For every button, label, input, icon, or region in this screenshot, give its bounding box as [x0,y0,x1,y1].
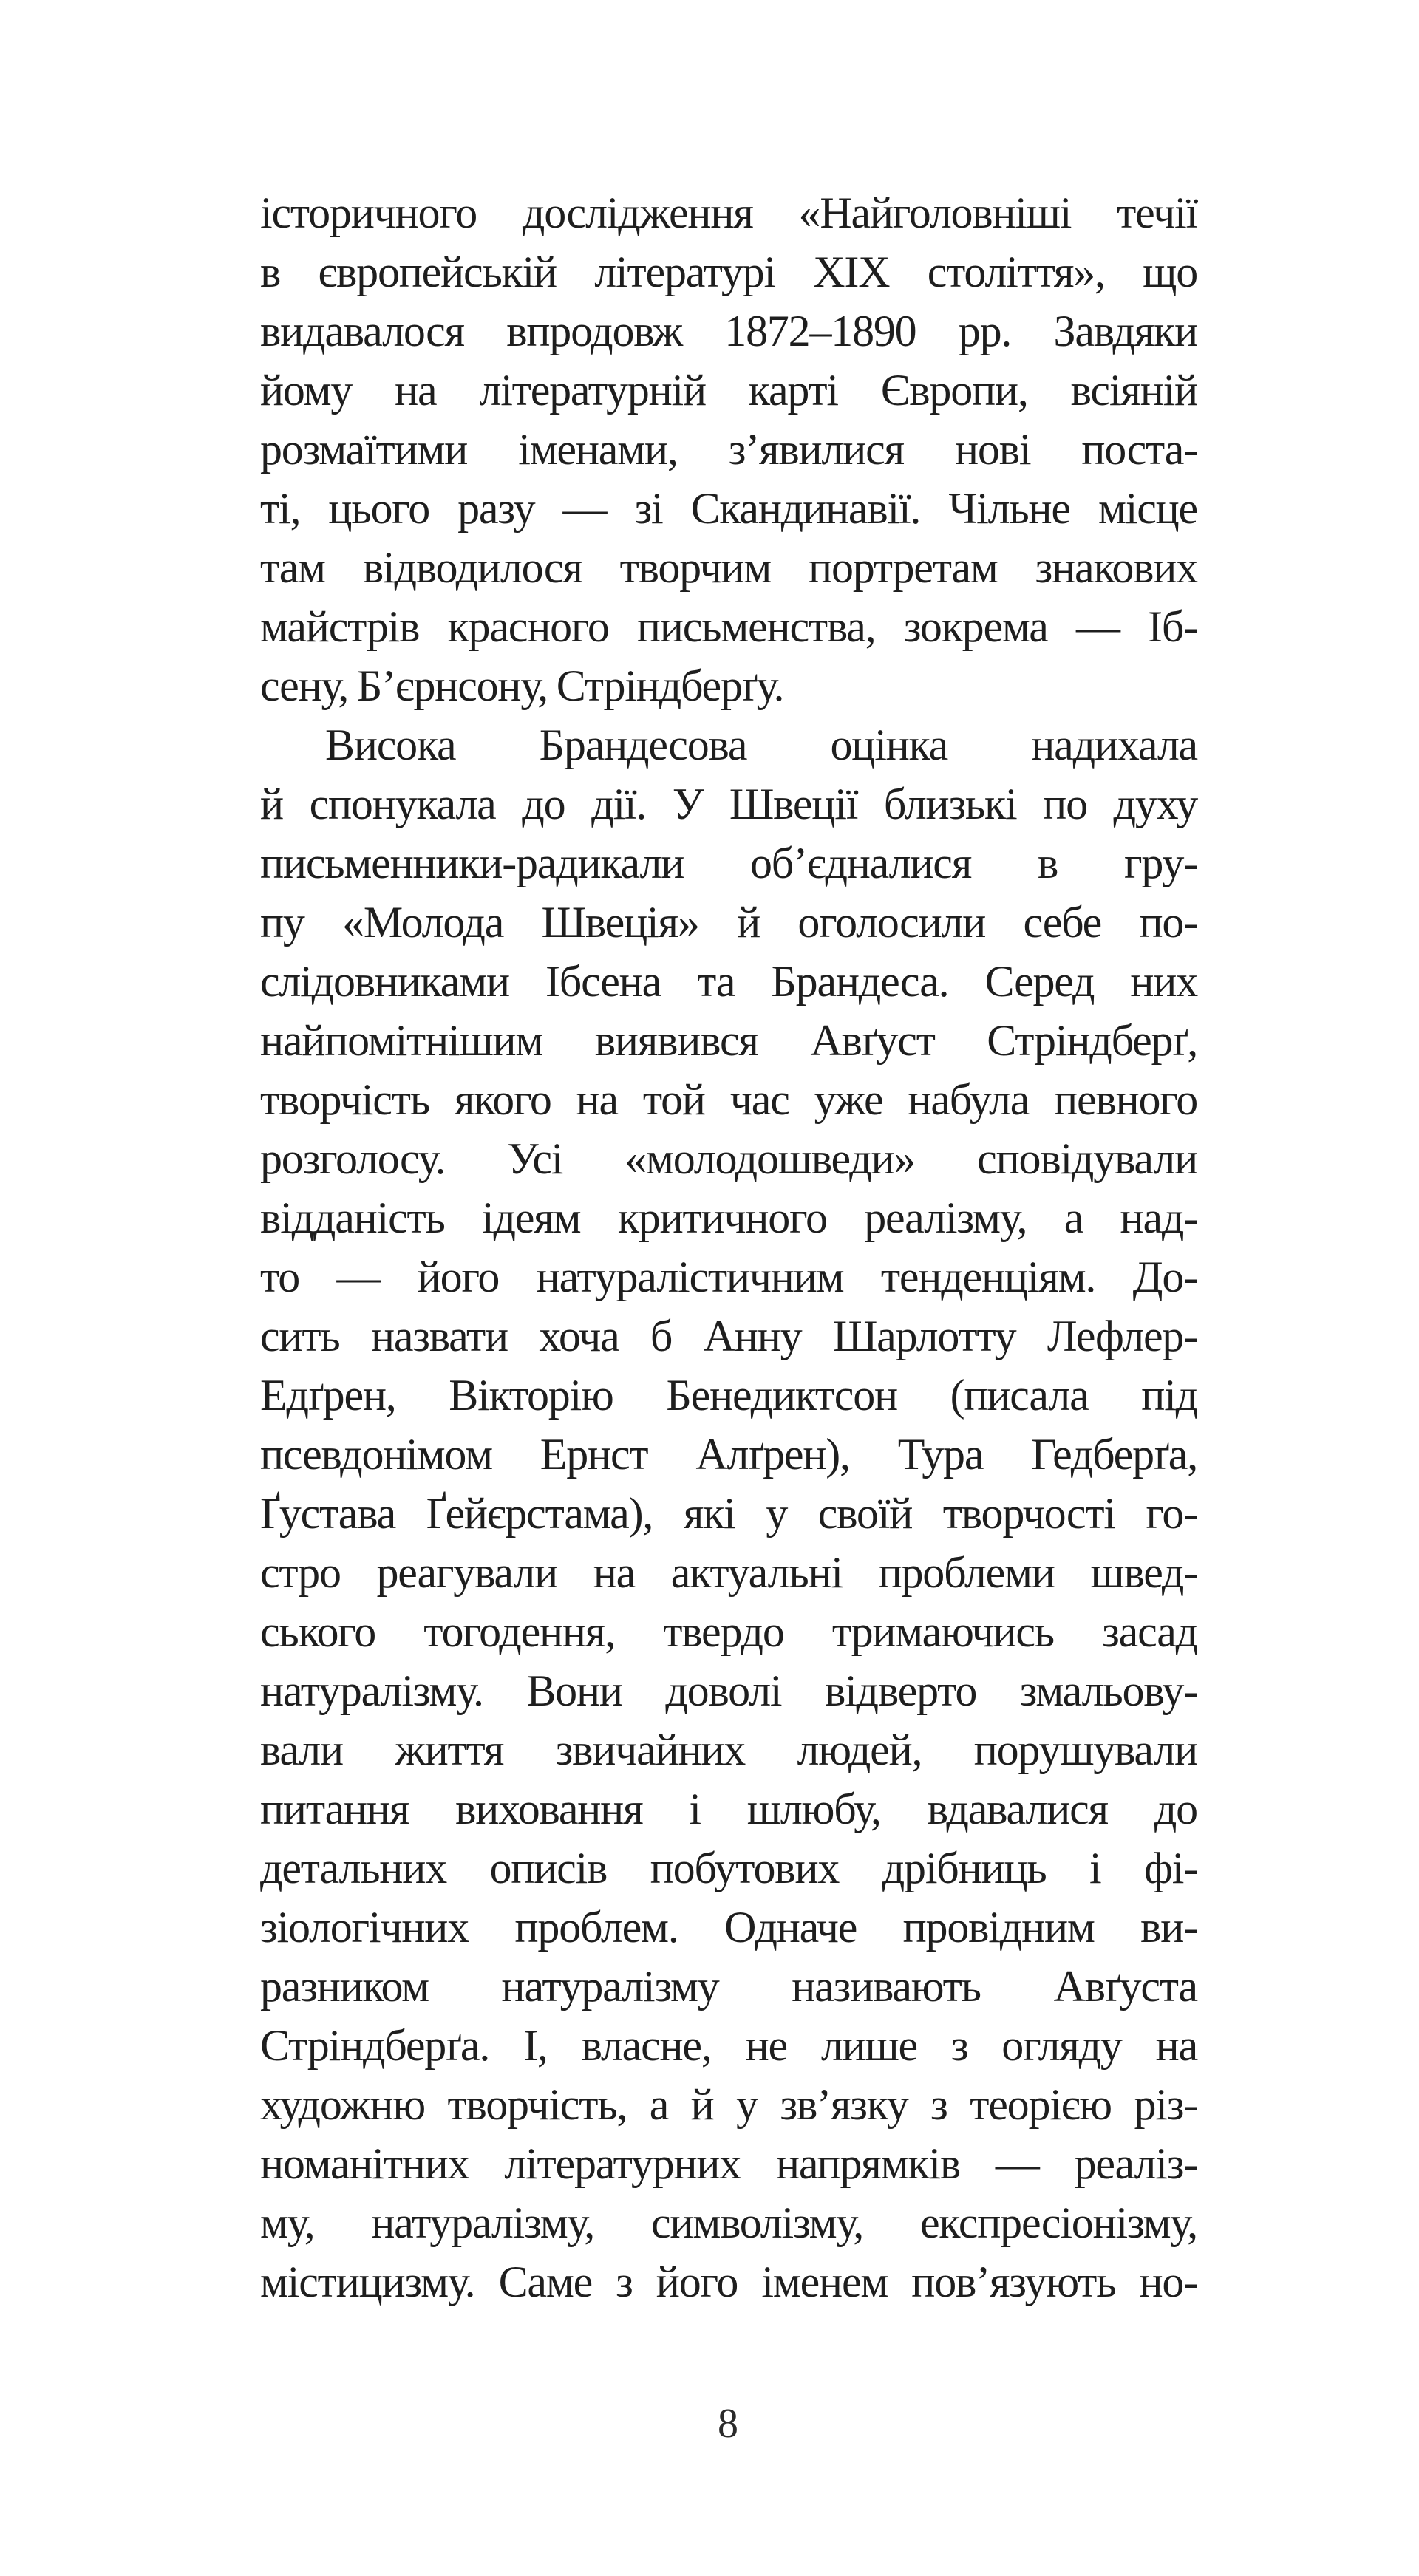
text-line: разником натуралізму називають Авґуста [260,1962,1197,2011]
text-line: Едґрен, Вікторію Бенедиктсон (писала під [260,1371,1197,1420]
text-line: ті, цього разу — зі Скандинавії. Чільне місце [260,484,1197,533]
text-line: натуралізму. Вони доволі відверто змальову- [260,1666,1197,1715]
text-line: художню творчість, а й у зв’язку з теорією різ- [260,2080,1197,2129]
text-line: видавалося впродовж 1872–1890 рр. Завдяки [260,307,1197,355]
paragraph-1 [260,183,1197,715]
text-line-paragraph-end: сену, Б’єрнсону, Стріндберґу. [260,661,784,710]
text-line: розмаїтими іменами, з’явилися нові поста- [260,425,1197,474]
text-line: Ґустава Ґейєрстама), які у своїй творчості го- [260,1489,1197,1538]
text-line: майстрів красного письменства, зокрема — Іб- [260,602,1197,651]
paragraph-2 [260,715,1197,2311]
text-line: псевдонімом Ернст Алґрен), Тура Гедберґа, [260,1430,1197,1479]
text-line: питання виховання і шлюбу, вдавалися до [260,1785,1197,1833]
text-line: ського тогодення, твердо тримаючись засад [260,1607,1197,1656]
text-line: письменники-радикали об’єдналися в гру- [260,839,1197,887]
page-number: 8 [718,2401,738,2447]
text-line: йому на літературній карті Європи, всіяній [260,366,1197,415]
text-line: зіологічних проблем. Одначе провідним ви- [260,1903,1197,1952]
text-line: детальних описів побутових дрібниць і фі- [260,1844,1197,1892]
text-line: сить назвати хоча б Анну Шарлотту Лефлер- [260,1312,1197,1360]
text-line: то — його натуралістичним тенденціям. До- [260,1253,1197,1301]
text-line: там відводилося творчим портретам знакових [260,543,1197,592]
text-line: історичного дослідження «Найголовніші течії [260,188,1197,237]
text-line: відданість ідеям критичного реалізму, а над- [260,1193,1197,1242]
text-line: й спонукала до дії. У Швеції близькі по духу [260,780,1197,828]
text-line: в європейській літературі XIX століття», що [260,248,1197,296]
text-line: містицизму. Саме з його іменем пов’язують но- [260,2258,1197,2306]
text-line: номанітних літературних напрямків — реаліз- [260,2139,1197,2188]
text-line: творчість якого на той час уже набула певного [260,1075,1197,1124]
text-line: найпомітнішим виявився Авґуст Стріндберґ, [260,1016,1197,1065]
text-line-indented: Висока Брандесова оцінка надихала [325,720,1197,769]
text-line: розголосу. Усі «молодошведи» сповідували [260,1134,1197,1183]
text-line: Стріндберґа. І, власне, не лише з огляду на [260,2021,1197,2070]
text-line: слідовниками Ібсена та Брандеса. Серед них [260,957,1197,1006]
body-text [260,183,1197,2311]
text-line: стро реагували на актуальні проблеми швед- [260,1548,1197,1597]
text-line: пу «Молода Швеція» й оголосили себе по- [260,898,1197,947]
text-line: му, натуралізму, символізму, експресіонізму, [260,2198,1197,2247]
text-line: вали життя звичайних людей, порушували [260,1725,1197,1774]
